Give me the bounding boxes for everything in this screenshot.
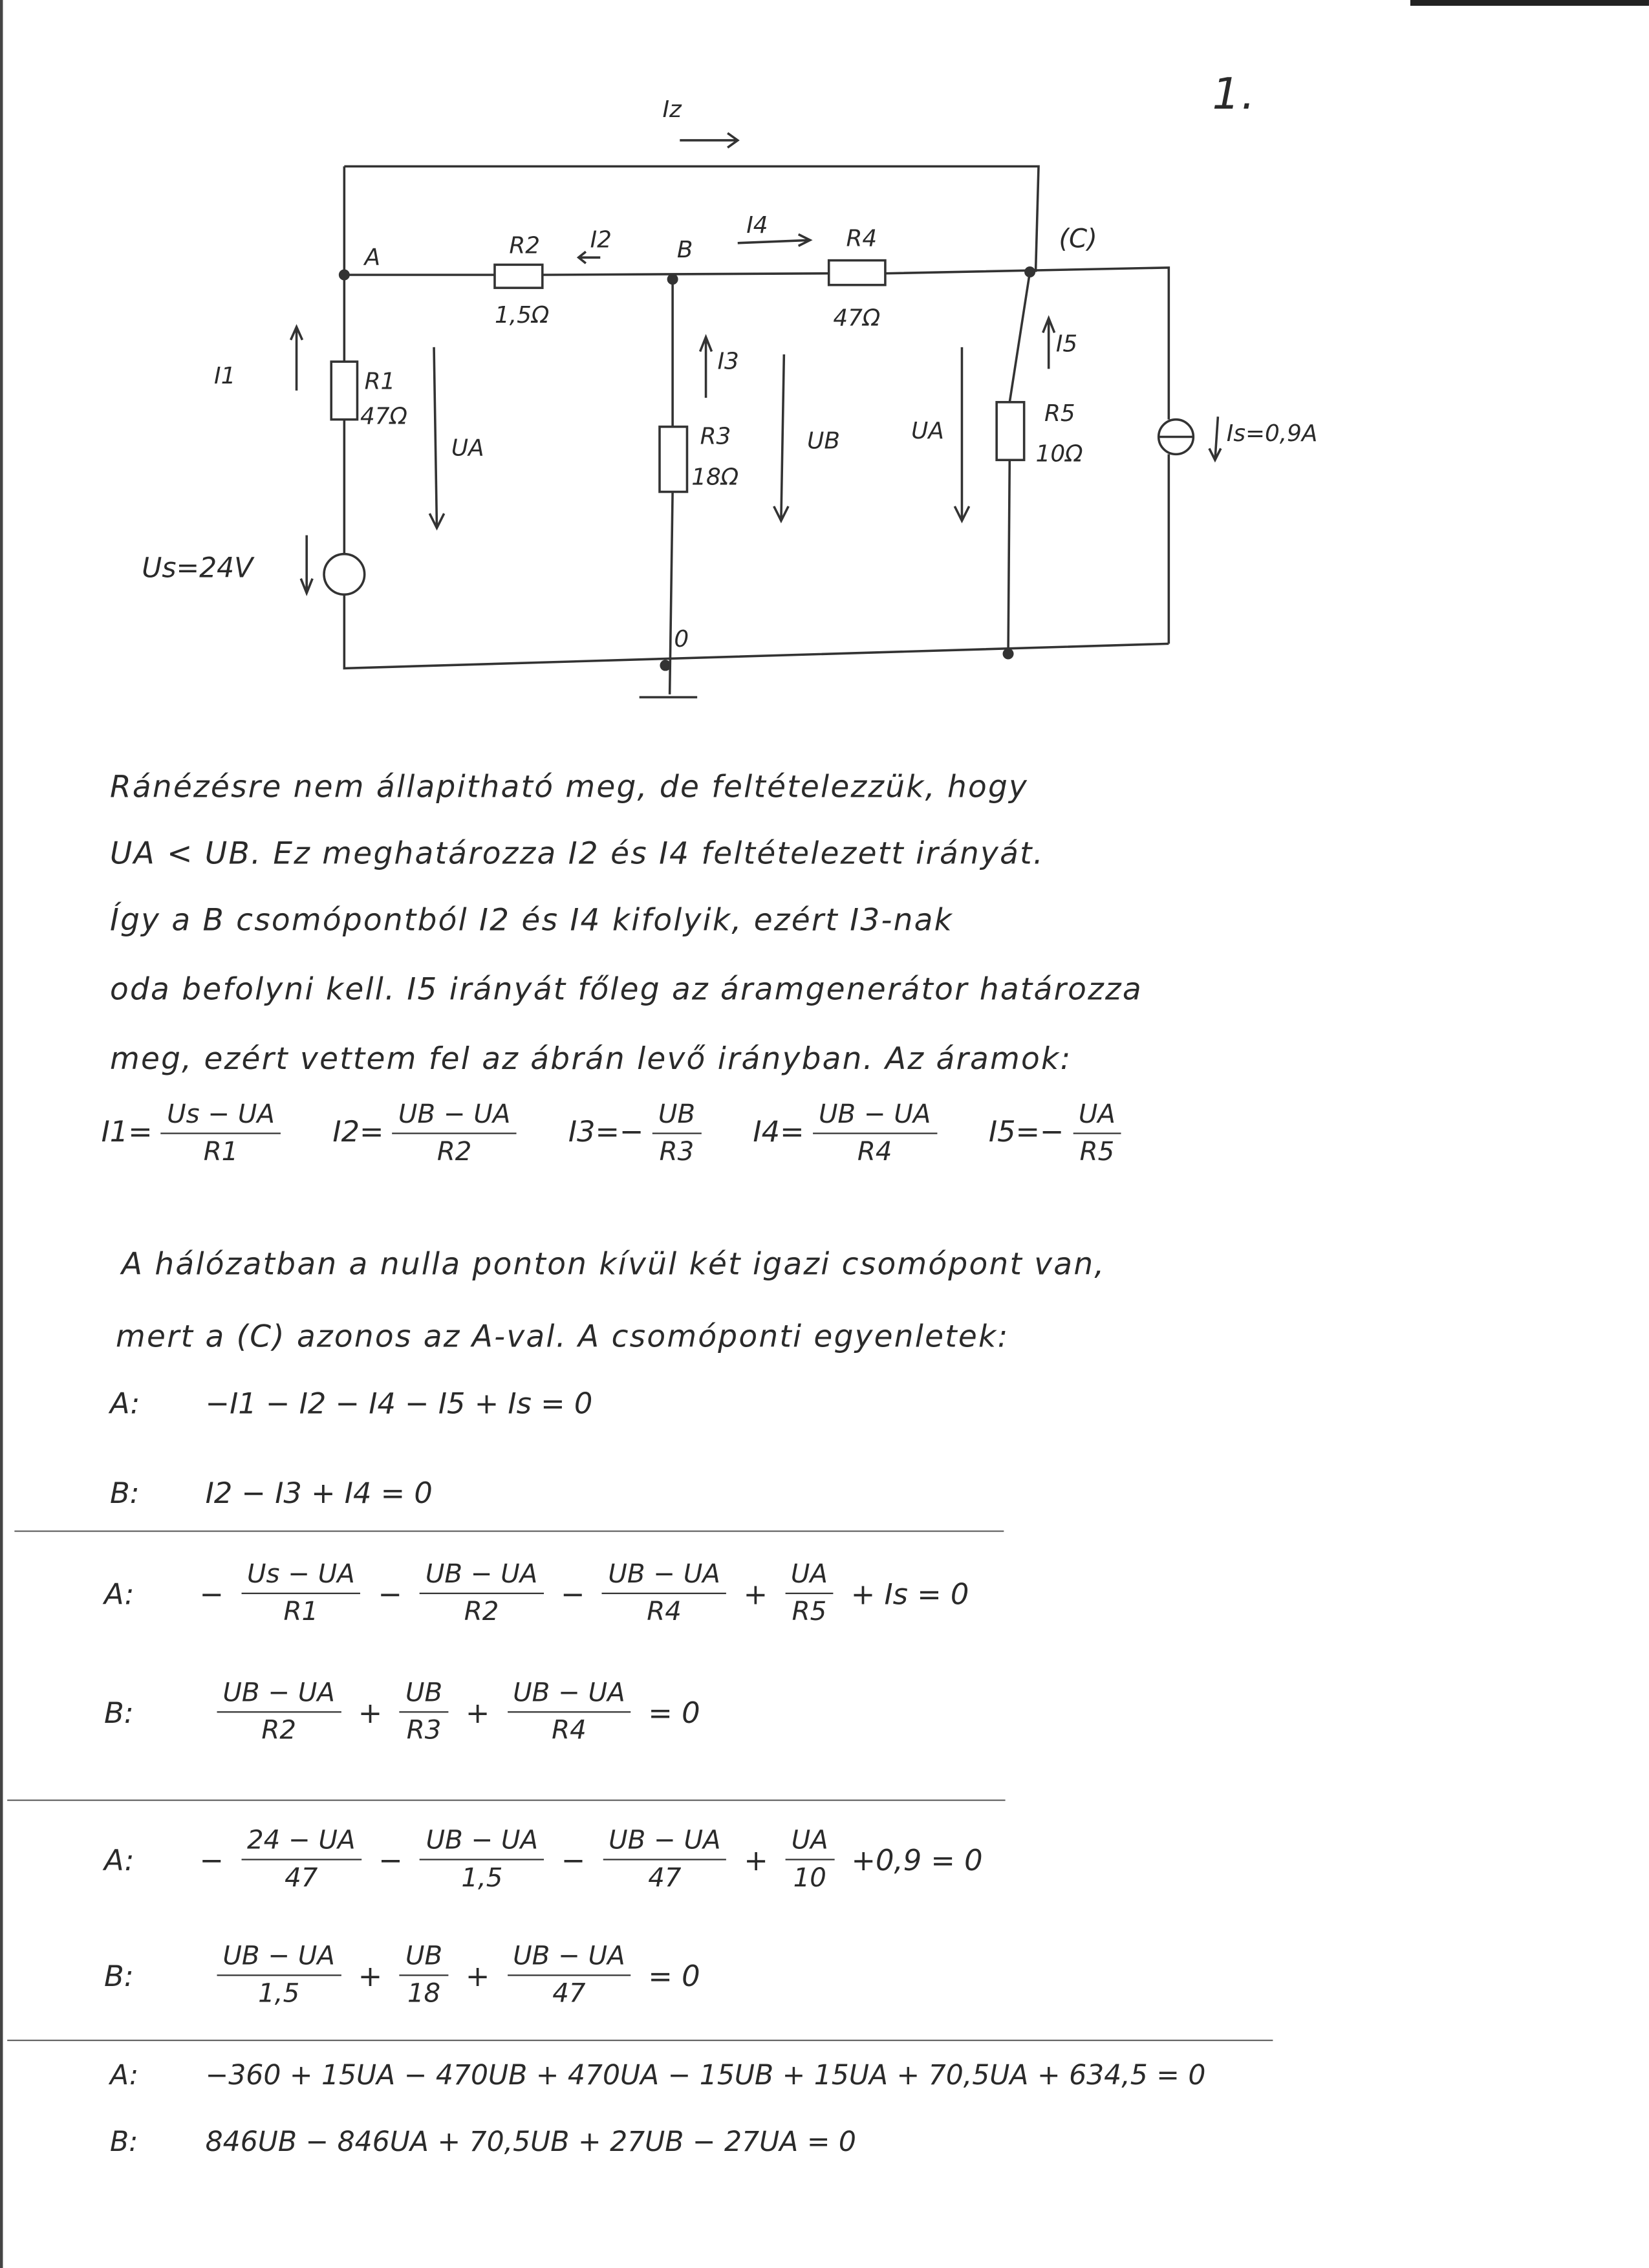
label-i2: I2 xyxy=(590,225,612,254)
fraction-numerator: UB − UA xyxy=(813,1099,936,1134)
fraction-numerator: UB − UA xyxy=(507,1678,630,1713)
resistor-r3 xyxy=(660,427,687,492)
text-line: oda befolyni kell. I5 irányát főleg az áramgenerátor határozza xyxy=(109,972,1143,1007)
current-def xyxy=(753,1099,945,1167)
label-r3-value: 18Ω xyxy=(691,462,739,491)
fraction-denominator: R2 xyxy=(261,1715,296,1746)
label-r1-value: 47Ω xyxy=(360,402,407,430)
math-term: = 0 xyxy=(648,1694,700,1730)
fraction-numerator: Us − UA xyxy=(161,1099,281,1134)
symbolic-equation-a xyxy=(104,1559,969,1627)
fraction-denominator: R3 xyxy=(659,1137,695,1168)
expanded-equation-a xyxy=(110,2060,1205,2091)
math-term: B: xyxy=(104,1694,134,1730)
numeric-equation-b xyxy=(104,1941,700,2009)
resistor-r2 xyxy=(495,265,543,288)
text-line: meg, ezért vettem fel az ábrán levő irányban. Az áramok: xyxy=(109,1041,1072,1077)
label-r5-value: 10Ω xyxy=(1035,439,1083,468)
math-term: + xyxy=(465,1694,490,1730)
fraction-denominator: R2 xyxy=(464,1597,499,1628)
fraction-denominator: R5 xyxy=(792,1597,827,1628)
label-i3: I3 xyxy=(717,347,739,375)
fraction xyxy=(507,1678,630,1746)
divider xyxy=(14,1531,1004,1532)
label-is: Is=0,9A xyxy=(1226,419,1318,448)
math-term: A: xyxy=(104,1842,135,1877)
fraction-denominator: 47 xyxy=(552,1978,586,2009)
fraction xyxy=(241,1826,361,1894)
current-def xyxy=(102,1099,290,1167)
math-term: A: xyxy=(104,1575,135,1611)
math-term: = 0 xyxy=(648,1958,700,1993)
label-ua-left: UA xyxy=(451,434,484,462)
math-term: B: xyxy=(109,1475,140,1511)
math-term: I2= xyxy=(332,1114,384,1149)
math-term: + xyxy=(744,1842,768,1877)
page-number: 1. xyxy=(1212,69,1256,120)
resistor-r5 xyxy=(997,402,1024,460)
fraction-numerator: UB xyxy=(652,1099,701,1134)
label-r3: R3 xyxy=(700,422,731,450)
node-a-label: A xyxy=(364,243,381,271)
symbolic-equation-b xyxy=(104,1678,700,1746)
fraction-numerator: UB − UA xyxy=(420,1559,543,1594)
label-i1: I1 xyxy=(214,362,236,389)
fraction-numerator: UB − UA xyxy=(420,1826,544,1861)
math-term: I4= xyxy=(753,1114,804,1149)
label-us: Us=24V xyxy=(142,552,253,585)
fraction xyxy=(400,1678,448,1746)
numeric-equation-a xyxy=(104,1826,983,1894)
fraction-numerator: UB − UA xyxy=(217,1678,341,1713)
fraction xyxy=(420,1559,543,1627)
fraction-numerator: UA xyxy=(1073,1099,1121,1134)
current-def xyxy=(332,1099,524,1167)
fraction-numerator: UB − UA xyxy=(217,1941,341,1976)
math-term: −360 + 15UA − 470UB + 470UA − 15UB + 15UA + 70,5UA + 634,5 = 0 xyxy=(205,2060,1206,2092)
math-term: B: xyxy=(104,1958,134,1993)
fraction-denominator: R5 xyxy=(1079,1137,1115,1168)
fraction-numerator: UB − UA xyxy=(603,1826,726,1861)
fraction-numerator: UB xyxy=(400,1678,448,1713)
arrows xyxy=(291,133,1221,593)
math-term: − xyxy=(199,1575,224,1611)
math-term: + xyxy=(358,1958,383,1993)
node-equation-a xyxy=(110,1386,592,1421)
math-term: A: xyxy=(109,2060,139,2092)
fraction-numerator: Us − UA xyxy=(241,1559,361,1594)
fraction-numerator: UB xyxy=(400,1941,448,1976)
fraction-denominator: 1,5 xyxy=(258,1978,300,2009)
wires xyxy=(344,166,1169,697)
expanded-equation-b xyxy=(110,2126,856,2158)
fraction-denominator: 47 xyxy=(285,1863,318,1894)
label-r1: R1 xyxy=(364,367,396,395)
math-term: I1= xyxy=(101,1114,153,1149)
label-r4: R4 xyxy=(846,224,878,252)
fraction xyxy=(652,1099,701,1167)
label-i4: I4 xyxy=(746,211,768,239)
text-line: UA < UB. Ez meghatározza I2 és I4 feltételezett irányát. xyxy=(109,836,1044,871)
fraction xyxy=(786,1826,834,1894)
math-term: + xyxy=(743,1575,768,1611)
fraction-numerator: UA xyxy=(786,1826,834,1861)
label-ub: UB xyxy=(807,426,840,455)
math-term: + xyxy=(465,1958,490,1993)
text-line: Így a B csomópontból I2 és I4 kifolyik, ezért I3-nak xyxy=(109,902,954,938)
fraction xyxy=(602,1559,726,1627)
math-term: − xyxy=(378,1575,403,1611)
math-term: 846UB − 846UA + 70,5UB + 27UB − 27UA = 0 xyxy=(205,2126,856,2159)
fraction-numerator: UB − UA xyxy=(393,1099,516,1134)
current-def xyxy=(989,1099,1130,1167)
math-term: − xyxy=(378,1842,403,1877)
fraction-denominator: R3 xyxy=(406,1715,442,1746)
current-source-icon xyxy=(1159,420,1194,455)
resistor-r4 xyxy=(829,261,885,285)
fraction-denominator: R2 xyxy=(436,1137,472,1168)
fraction-denominator: R1 xyxy=(283,1597,319,1628)
label-r5: R5 xyxy=(1044,399,1075,427)
fraction-numerator: UB − UA xyxy=(507,1941,630,1976)
divider xyxy=(7,2040,1273,2041)
fraction xyxy=(420,1826,544,1894)
fraction xyxy=(161,1099,281,1167)
math-term: − xyxy=(199,1842,224,1877)
label-iz: Iz xyxy=(662,95,682,124)
fraction-denominator: 10 xyxy=(793,1863,826,1894)
fraction xyxy=(217,1941,341,2009)
fraction-numerator: UA xyxy=(785,1559,834,1594)
math-term: I2 − I3 + I4 = 0 xyxy=(205,1475,433,1511)
label-i5: I5 xyxy=(1055,329,1078,358)
math-term: + Is = 0 xyxy=(850,1575,969,1611)
fraction xyxy=(241,1559,361,1627)
fraction xyxy=(400,1941,448,2009)
divider xyxy=(7,1800,1005,1801)
fraction-denominator: R4 xyxy=(857,1137,892,1168)
fraction-numerator: UB − UA xyxy=(602,1559,726,1594)
math-term: B: xyxy=(109,2126,138,2159)
label-r2: R2 xyxy=(509,231,540,259)
fraction-denominator: R4 xyxy=(647,1597,682,1628)
text-line: A hálózatban a nulla ponton kívül két igazi csomópont van, xyxy=(121,1247,1106,1282)
current-definitions xyxy=(102,1099,1130,1167)
fraction-denominator: R1 xyxy=(203,1137,239,1168)
math-term: +0,9 = 0 xyxy=(851,1842,983,1877)
node-zero-label: 0 xyxy=(674,625,689,653)
label-ua-right: UA xyxy=(911,416,944,444)
text-line: Ránézésre nem állapitható meg, de feltételezzük, hogy xyxy=(109,769,1029,805)
fraction xyxy=(393,1099,516,1167)
fraction-denominator: R4 xyxy=(552,1715,587,1746)
circuit-diagram xyxy=(0,0,1649,723)
voltage-source-icon xyxy=(324,554,365,595)
label-r4-value: 47Ω xyxy=(833,303,881,332)
current-def xyxy=(568,1099,709,1167)
fraction xyxy=(1073,1099,1121,1167)
node-c-label: (C) xyxy=(1059,224,1097,255)
resistor-r1 xyxy=(331,362,357,419)
math-term: + xyxy=(358,1694,383,1730)
fraction xyxy=(785,1559,834,1627)
fraction xyxy=(603,1826,726,1894)
math-term: A: xyxy=(109,1385,140,1421)
fraction-numerator: 24 − UA xyxy=(241,1826,361,1861)
math-term: I5=− xyxy=(988,1114,1064,1149)
math-term: I3=− xyxy=(568,1114,644,1149)
fraction xyxy=(813,1099,936,1167)
fraction xyxy=(217,1678,341,1746)
fraction xyxy=(507,1941,630,2009)
node-equation-b xyxy=(110,1476,433,1511)
fraction-denominator: 18 xyxy=(407,1978,441,2009)
label-r2-value: 1,5Ω xyxy=(494,301,550,329)
math-term: −I1 − I2 − I4 − I5 + Is = 0 xyxy=(205,1385,593,1421)
text-line: mert a (C) azonos az A-val. A csomóponti egyenletek: xyxy=(115,1319,1009,1354)
fraction-denominator: 47 xyxy=(648,1863,682,1894)
math-term: − xyxy=(561,1575,585,1611)
fraction-denominator: 1,5 xyxy=(461,1863,503,1894)
math-term: − xyxy=(561,1842,586,1877)
node-b-label: B xyxy=(676,235,693,264)
